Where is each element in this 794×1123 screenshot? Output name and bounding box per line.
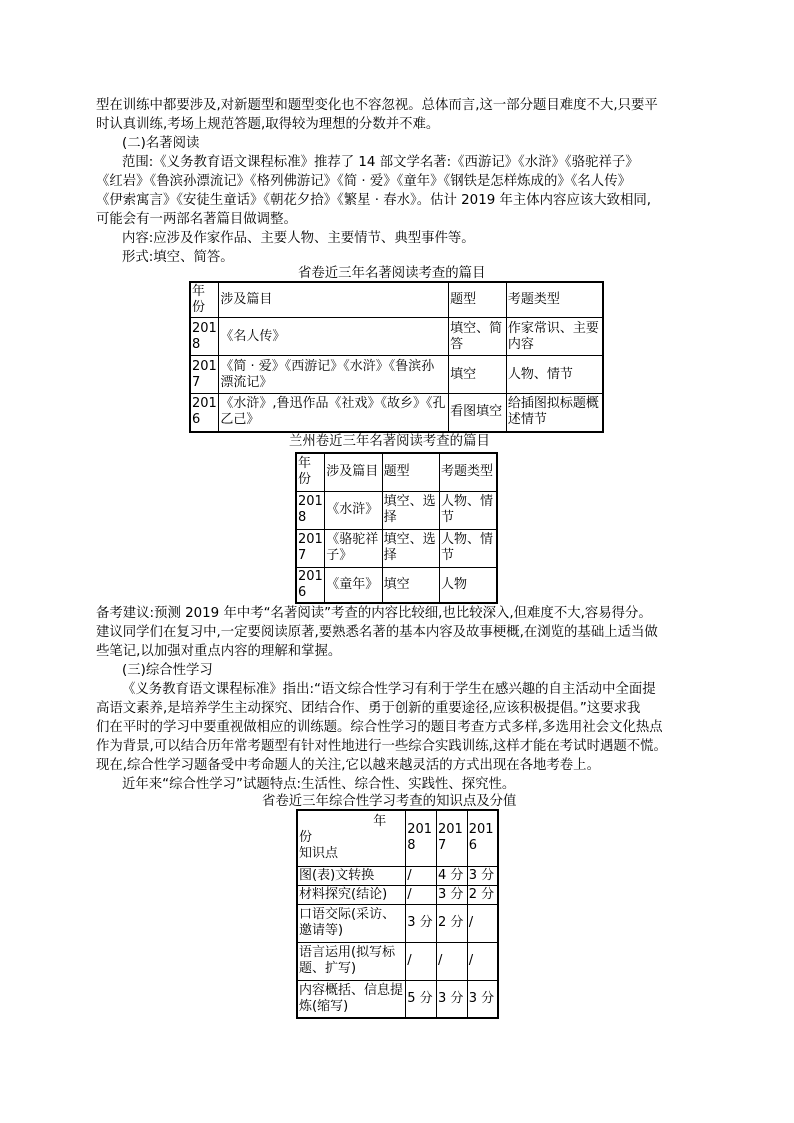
header-cell: 考题类型 <box>506 282 603 318</box>
table-cell: 图(表)文转换 <box>297 866 406 885</box>
table-cell: 2016 <box>296 567 325 603</box>
table-row <box>297 866 498 885</box>
table-cell: 填空、选择 <box>382 529 439 567</box>
header-cell: 涉及篇目 <box>325 453 382 491</box>
table-cell: 《水浒》 <box>325 491 382 529</box>
integrated-line-3: 们在平时的学习中要重视做相应的训练题。综合性学习的题目考查方式多样,多选用社会文化热点 <box>96 720 663 735</box>
corner-year-top: 年 <box>373 814 387 830</box>
table-cell: 口语交际(采访、邀请等) <box>297 904 406 942</box>
table-header-row <box>297 810 498 866</box>
header-cell: 年份 <box>296 453 325 491</box>
integrated-line-4: 作为背景,可以结合历年常考题型有针对性地进行一些综合实践训练,这样才能在考试时遇题不慌。 <box>96 739 667 754</box>
table-cell: 2 分 <box>436 904 467 942</box>
table-cell: 5 分 <box>406 980 437 1018</box>
table-cell: 内容概括、信息提炼(缩写) <box>297 980 406 1018</box>
table-cell: 填空 <box>382 567 439 603</box>
header-cell: 题型 <box>382 453 439 491</box>
table-cell: 3 分 <box>467 866 498 885</box>
content-line: 内容:应涉及作家作品、主要人物、主要情节、典型事件等。 <box>122 231 475 246</box>
corner-year-mid: 份 <box>299 830 313 846</box>
form-line: 形式:填空、简答。 <box>122 250 234 265</box>
table-cell: 《名人传》 <box>219 318 449 356</box>
table-cell: 《简 · 爱》《西游记》《水浒》《鲁滨孙漂流记》 <box>219 356 449 394</box>
scope-line-3: 《伊索寓言》《安徒生童话》《朝花夕拾》《繁星 · 春水》。估计 2019 年主体内容应该大致相同, <box>96 193 652 208</box>
table3-integrated-points <box>296 809 499 1019</box>
header-cell: 年份 <box>190 282 219 318</box>
table-cell: / <box>467 904 498 942</box>
year-header-cell: 2017 <box>436 810 467 866</box>
table-row <box>190 394 603 432</box>
table-row <box>190 356 603 394</box>
table-cell: 语言运用(拟写标题、扩写) <box>297 942 406 980</box>
table-cell: 看图填空 <box>449 394 507 432</box>
advice-line-1: 备考建议:预测 2019 年中考“名著阅读”考查的内容比较细,也比较深入,但难度不大,容易得分。 <box>96 606 652 621</box>
year-header-cell: 2018 <box>406 810 437 866</box>
table-cell: 3 分 <box>436 980 467 1018</box>
header-cell: 考题类型 <box>440 453 497 491</box>
advice-line-2: 建议同学们在复习中,一定要阅读原著,要熟悉名著的基本内容及故事梗概,在浏览的基础上适当做 <box>96 625 658 640</box>
table-row <box>297 942 498 980</box>
traits-line: 近年来“综合性学习”试题特点:生活性、综合性、实践性、探究性。 <box>122 777 516 792</box>
table-cell: 2018 <box>190 318 219 356</box>
table-cell: 3 分 <box>467 980 498 1018</box>
table-cell: 人物 <box>440 567 497 603</box>
table-cell: / <box>406 942 437 980</box>
table-header-row <box>190 282 603 318</box>
table-cell: 2016 <box>190 394 219 432</box>
table-cell: 2 分 <box>467 885 498 904</box>
table-row <box>297 980 498 1018</box>
corner-header-cell <box>297 810 406 866</box>
table-cell: 2017 <box>296 529 325 567</box>
table2-lanzhou-classics <box>295 452 498 604</box>
advice-line-3: 些笔记,以加强对重点内容的理解和掌握。 <box>96 644 342 659</box>
table-cell: 给插图拟标题概述情节 <box>506 394 603 432</box>
table-row <box>296 529 497 567</box>
table-row <box>297 904 498 942</box>
integrated-line-5: 现在,综合性学习题备受中考命题人的关注,它以越来越灵活的方式出现在各地考卷上。 <box>96 758 600 773</box>
table-header-row <box>296 453 497 491</box>
table-cell: 填空、简答 <box>449 318 507 356</box>
table-cell: 作家常识、主要内容 <box>506 318 603 356</box>
table-row <box>296 491 497 529</box>
table-cell: / <box>406 885 437 904</box>
section-heading-integrated: (三)综合性学习 <box>122 663 213 678</box>
header-cell: 题型 <box>449 282 507 318</box>
table-cell: 填空、选择 <box>382 491 439 529</box>
table-cell: 3 分 <box>406 904 437 942</box>
table1-caption: 省卷近三年名著阅读考查的篇目 <box>298 266 486 281</box>
table-cell: 人物、情节 <box>440 529 497 567</box>
table-row <box>296 567 497 603</box>
table-row <box>297 885 498 904</box>
table-cell: 《骆驼祥子》 <box>325 529 382 567</box>
section-heading-classics: (二)名著阅读 <box>122 136 200 151</box>
table-cell: 2018 <box>296 491 325 529</box>
intro-line-1: 型在训练中都要涉及,对新题型和题型变化也不容忽视。总体而言,这一部分题目难度不大,只要平 <box>96 98 658 113</box>
scope-line-1: 范围:《义务教育语文课程标准》推荐了 14 部文学名著:《西游记》《水浒》《骆驼祥子》 <box>122 155 639 170</box>
table-row <box>190 318 603 356</box>
corner-knowledge: 知识点 <box>299 846 339 862</box>
table-cell: 《水浒》,鲁迅作品《社戏》《故乡》《孔乙己》 <box>219 394 449 432</box>
year-header-cell: 2016 <box>467 810 498 866</box>
table-cell: 填空 <box>449 356 507 394</box>
integrated-line-2: 高语文素养,是培养学生主动探究、团结合作、勇于创新的重要途径,应该积极提倡。”这要求我 <box>96 701 641 716</box>
table-cell: 4 分 <box>436 866 467 885</box>
table-cell: / <box>436 942 467 980</box>
table-cell: 材料探究(结论) <box>297 885 406 904</box>
table3-caption: 省卷近三年综合性学习考查的知识点及分值 <box>262 794 517 809</box>
table1-provincial-classics <box>189 281 604 433</box>
table-cell: / <box>467 942 498 980</box>
table-cell: 3 分 <box>436 885 467 904</box>
table-cell: / <box>406 866 437 885</box>
scope-line-4: 可能会有一两部名著篇目做调整。 <box>96 212 297 227</box>
table-cell: 《童年》 <box>325 567 382 603</box>
scope-line-2: 《红岩》《鲁滨孙漂流记》《格列佛游记》《简 · 爱》《童年》《钢铁是怎样炼成的》《名人传》 <box>96 174 631 189</box>
table-cell: 2017 <box>190 356 219 394</box>
table2-caption: 兰州卷近三年名著阅读考查的篇目 <box>289 434 490 449</box>
table-cell: 人物、情节 <box>440 491 497 529</box>
header-cell: 涉及篇目 <box>219 282 449 318</box>
table-cell: 人物、情节 <box>506 356 603 394</box>
integrated-line-1: 《义务教育语文课程标准》指出:“语文综合性学习有利于学生在感兴趣的自主活动中全面提 <box>122 682 656 697</box>
intro-line-2: 时认真训练,考场上规范答题,取得较为理想的分数并不难。 <box>96 117 440 132</box>
